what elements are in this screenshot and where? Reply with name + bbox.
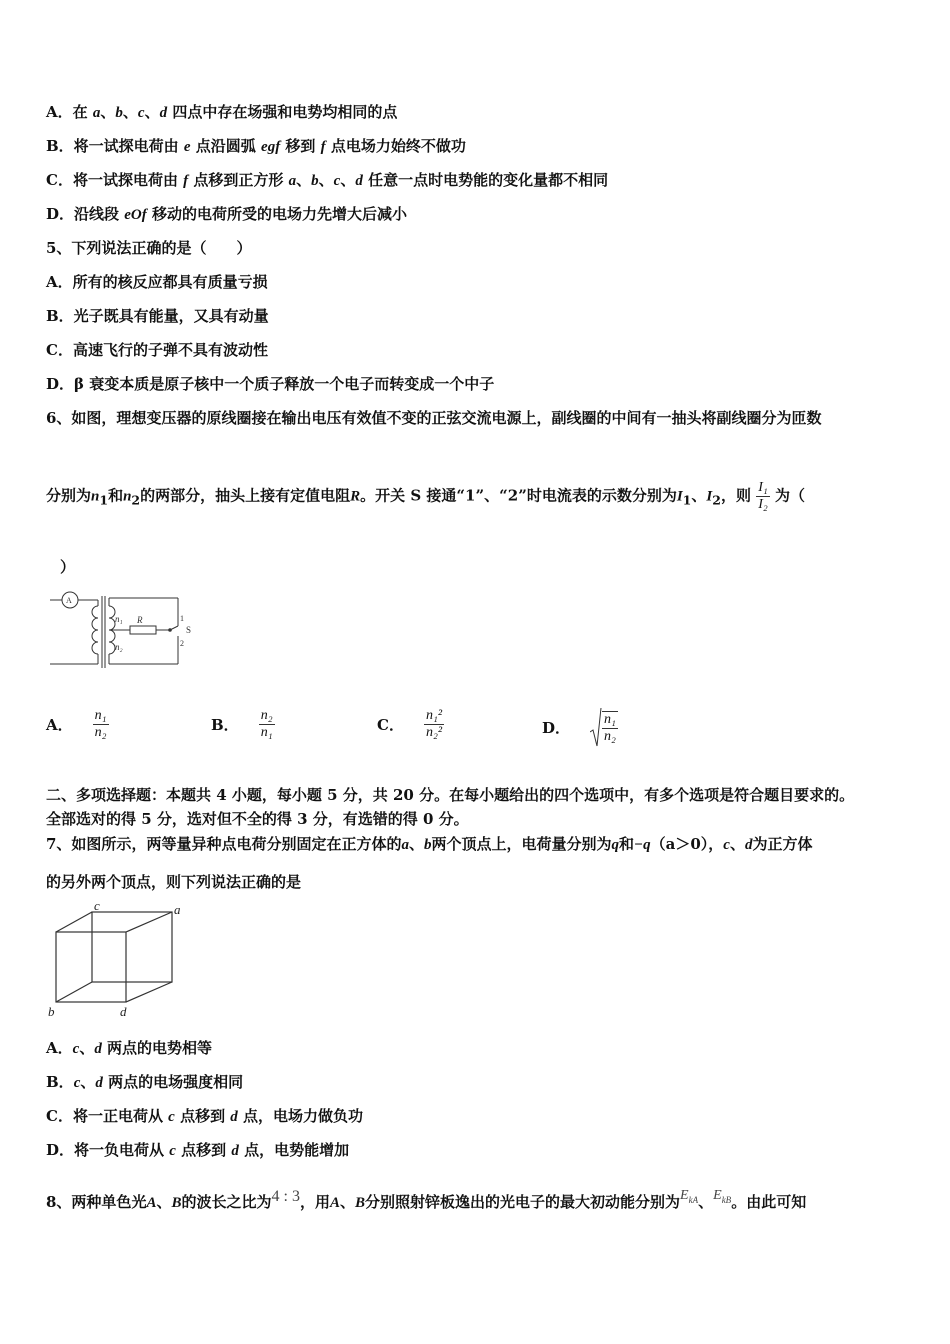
wavelength-ratio: 4 : 3 <box>271 1188 300 1205</box>
switch-pos1-label: 1 <box>180 614 184 623</box>
q5-option-a: A．所有的核反应都具有质量亏损 <box>46 273 268 291</box>
q6-stem-line1: 6、如图，理想变压器的原线圈接在输出电压有效值不变的正弦交流电源上，副线圈的中间有一抽头将副线圈分为匝数 <box>46 409 822 427</box>
q6-option-b: B． $\frac{\text{n₂}}{\text{n₁}}$ <box>211 708 273 740</box>
q5-option-d: D．β 衰变本质是原子核中一个质子释放一个电子而转变成一个中子 <box>46 375 495 393</box>
q7-option-d: D．将一负电荷从 c 点移到 d 点，电势能增加 <box>46 1141 350 1159</box>
section2-heading-line1: 二、多项选择题：本题共 4 小题，每小题 5 分，共 20 分。在每小题给出的四个选项中，有多个选项是符合题目要求的。 <box>46 786 855 804</box>
ek-b: $E_{kB}$ <box>713 1188 732 1205</box>
q5-option-b: B．光子既具有能量，又具有动量 <box>46 307 269 325</box>
vertex-a-label: a <box>174 902 181 917</box>
q4-option-b: B．将一试探电荷由 e 点沿圆弧 egf 移到 f 点电场力始终不做功 <box>46 137 466 155</box>
n1-label: n₁ <box>115 614 123 624</box>
q6-option-a: A． $\frac{\text{n₁}}{\text{n₂}}$ <box>46 708 107 740</box>
vertex-d-label: d <box>120 1004 127 1018</box>
q5-option-c: C．高速飞行的子弹不具有波动性 <box>46 341 268 359</box>
n2-label: n₂ <box>115 642 123 652</box>
q6-option-d: D． $\frac{\text{n₁}}{\text{n₂}}$ <box>542 708 618 748</box>
q7-stem-line2: 的另外两个顶点，则下列说法正确的是 <box>46 873 302 891</box>
resistor-icon <box>130 626 156 634</box>
q7-option-c: C．将一正电荷从 c 点移到 d 点，电场力做负功 <box>46 1107 364 1125</box>
q5-stem: 5、下列说法正确的是（ ） <box>46 239 252 257</box>
ek-a: $E_{kA}$ <box>680 1188 699 1205</box>
q7-option-a: A．c、d 两点的电势相等 <box>46 1039 213 1057</box>
primary-coil-icon <box>92 606 98 654</box>
vertex-b-label: b <box>48 1004 55 1018</box>
q4-option-c: C．将一试探电荷由 f 点移到正方形 a、b、c、d 任意一点时电势能的变化量都不相同 <box>46 171 609 189</box>
switch-pos2-label: 2 <box>180 639 184 648</box>
section2-heading-line2: 全部选对的得 5 分，选对但不全的得 3 分，有选错的得 0 分。 <box>46 810 469 828</box>
resistor-label: R <box>137 615 143 625</box>
sqrt-symbol: $\frac{\text{n₁}}{\text{n₂}}$ <box>590 708 618 748</box>
q7-stem-line1: 7、如图所示，两等量异种点电荷分别固定在正方体的a、b两个顶点上，电荷量分别为q和−q（a＞0），c、d为正方体 <box>46 835 813 853</box>
q4-option-a: A．在 a、b、c、d 四点中存在场强和电势均相同的点 <box>46 103 398 121</box>
q8-stem: 8、两种单色光A、B的波长之比为4 : 3，用A、B分别照射锌板逸出的光电子的最大初动能分别为$E_{kA}$、$E_{kB}$。由此可知 <box>46 1188 807 1211</box>
q7-option-b: B．c、d 两点的电场强度相同 <box>46 1073 244 1091</box>
q6-stem-line3: ） <box>60 558 76 576</box>
current-ratio-fraction: $\frac{\text{I₁}}{\text{I₂}}$ <box>758 480 768 512</box>
ammeter-label: A <box>66 596 72 605</box>
cube-diagram <box>46 900 196 1018</box>
q4-option-d: D．沿线段 eOf 移动的电荷所受的电场力先增大后减小 <box>46 205 407 223</box>
q6-stem-line2: 分别为$n_1$和$n_2$的两部分，抽头上接有定值电阻R。开关 S 接通“1”、“2”时电流表的示数分别为$I_1$、$I_2$，则 $\frac{\text{I₁}}{\text{I₂}}$ 为（ <box>46 480 805 512</box>
transformer-circuit-diagram <box>46 588 206 670</box>
q6-option-c: C． $\frac{\text{n₁²}}{\text{n₂²}}$ <box>377 708 443 740</box>
vertex-c-label: c <box>94 900 100 913</box>
switch-label: S <box>186 625 192 635</box>
